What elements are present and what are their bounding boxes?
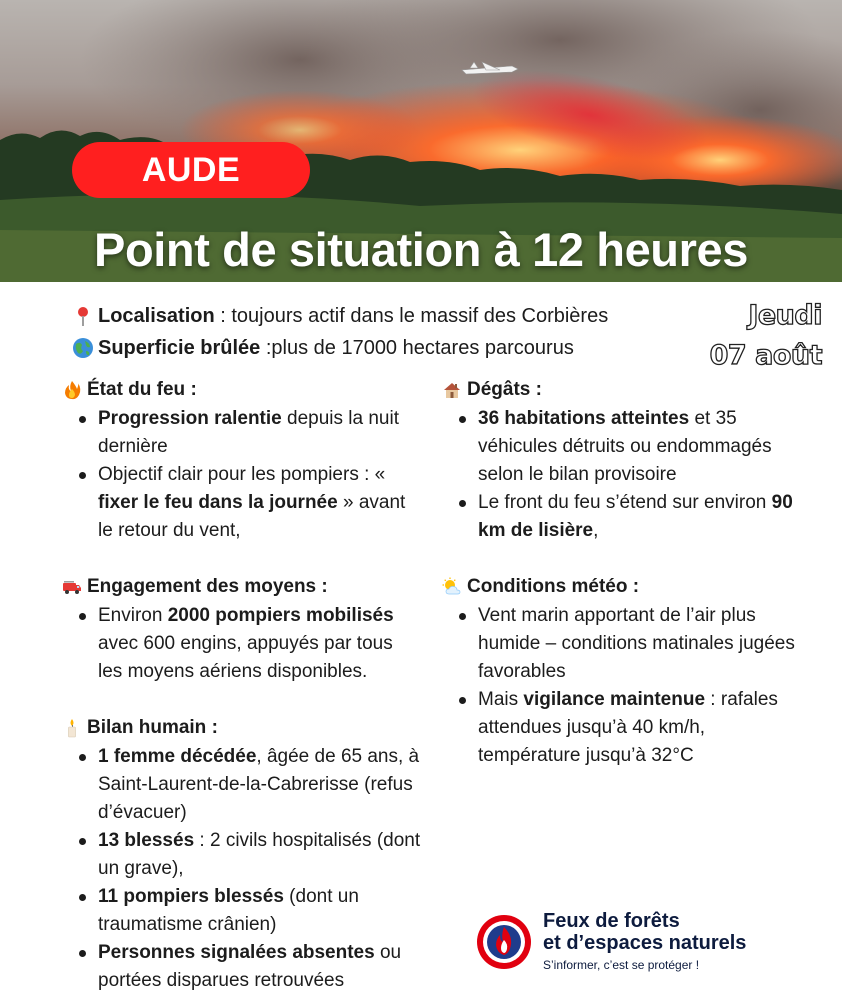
item-bold: 2000 pompiers mobilisés bbox=[167, 605, 394, 626]
section-fire-state-title: État du feu : bbox=[87, 379, 197, 400]
campaign-logo bbox=[475, 910, 746, 974]
list-item bbox=[98, 743, 422, 827]
date-date: 07 août bbox=[709, 340, 822, 371]
item-text: avec 600 engins, appuyés par tous les moyens aériens disponibles. bbox=[98, 633, 393, 682]
pin-icon bbox=[72, 305, 94, 327]
item-bold: vigilance maintenue bbox=[523, 689, 706, 710]
item-text: depuis la nuit dernière bbox=[98, 408, 399, 457]
section-fire-state-heading bbox=[62, 376, 422, 404]
section-damage-heading bbox=[442, 376, 802, 404]
item-text: Environ bbox=[98, 605, 168, 626]
item-bold: 1 femme décédée bbox=[98, 746, 257, 767]
globe-icon bbox=[72, 337, 94, 359]
list-item bbox=[478, 686, 802, 770]
list-item bbox=[98, 602, 422, 686]
section-human-toll bbox=[62, 714, 422, 995]
list-item bbox=[478, 405, 802, 489]
item-text: , bbox=[593, 520, 599, 541]
section-human-toll-title: Bilan humain : bbox=[87, 717, 218, 738]
location-label: Localisation bbox=[98, 305, 215, 327]
location-text: : toujours actif dans le massif des Corbières bbox=[214, 305, 609, 327]
item-bold: Personnes signalées absentes bbox=[98, 942, 375, 963]
top-info bbox=[72, 300, 608, 364]
flame-emblem-icon bbox=[475, 913, 533, 971]
section-weather bbox=[442, 573, 802, 770]
list-item bbox=[478, 489, 802, 545]
item-text: , âgée de 65 ans, à Saint-Laurent-de-la-Cabrerisse (refus d’évacuer) bbox=[98, 746, 420, 823]
list-item bbox=[98, 827, 422, 883]
logo-line-1: Feux de forêts bbox=[543, 910, 680, 932]
area-label: Superficie brûlée bbox=[98, 337, 261, 359]
list-item bbox=[98, 883, 422, 939]
item-bold: 13 blessés bbox=[98, 830, 195, 851]
candle-icon bbox=[62, 718, 82, 738]
item-text: et 35 véhicules détruits ou endommagés selon le bilan provisoire bbox=[478, 408, 772, 485]
sun-behind-cloud-icon bbox=[442, 577, 462, 597]
item-bold: Progression ralentie bbox=[98, 408, 282, 429]
page-title: Point de situation à 12 heures bbox=[94, 223, 748, 276]
left-column bbox=[62, 376, 422, 1000]
section-fire-state bbox=[62, 376, 422, 545]
item-text: ou portées disparues retrouvées bbox=[98, 942, 402, 991]
date-day: Jeudi bbox=[748, 300, 822, 331]
fire-truck-icon bbox=[62, 577, 82, 597]
region-badge-label: AUDE bbox=[141, 150, 241, 189]
area-line bbox=[72, 332, 608, 364]
list-item bbox=[98, 939, 422, 995]
section-damage-title: Dégâts : bbox=[467, 379, 542, 400]
list-item bbox=[478, 602, 802, 686]
item-bold: fixer le feu dans la journée bbox=[98, 492, 338, 513]
area-text: :plus de 17000 hectares parcourus bbox=[260, 337, 574, 359]
item-text: (dont un traumatisme crânien) bbox=[98, 886, 359, 935]
right-column bbox=[442, 376, 802, 798]
section-damage bbox=[442, 376, 802, 545]
logo-text bbox=[543, 910, 746, 974]
item-bold: 90 km de lisière bbox=[478, 492, 793, 541]
item-bold: 36 habitations atteintes bbox=[478, 408, 690, 429]
section-weather-heading bbox=[442, 573, 802, 601]
item-bold: 11 pompiers blessés bbox=[98, 886, 284, 907]
house-icon bbox=[442, 380, 462, 400]
region-badge bbox=[72, 142, 310, 198]
item-text: Objectif clair pour les pompiers : « bbox=[98, 464, 386, 485]
logo-tagline: S’informer, c’est se protéger ! bbox=[543, 958, 700, 972]
list-item bbox=[98, 461, 422, 545]
section-human-toll-heading bbox=[62, 714, 422, 742]
item-text: : 2 civils hospitalisés (dont un grave), bbox=[98, 830, 421, 879]
fire-icon bbox=[62, 380, 82, 400]
hero-banner bbox=[0, 0, 842, 282]
item-text: Mais bbox=[478, 689, 524, 710]
list-item bbox=[98, 405, 422, 461]
section-weather-title: Conditions météo : bbox=[467, 576, 640, 597]
section-resources-heading bbox=[62, 573, 422, 601]
item-text: Vent marin apportant de l’air plus humide – conditions matinales jugées favorables bbox=[478, 605, 795, 682]
item-text: : rafales attendues jusqu’à 40 km/h, température jusqu’à 32°C bbox=[478, 689, 778, 766]
item-text: Le front du feu s’étend sur environ bbox=[478, 492, 772, 513]
location-line bbox=[72, 300, 608, 332]
item-text: » avant le retour du vent, bbox=[98, 492, 406, 541]
section-resources-title: Engagement des moyens : bbox=[87, 576, 328, 597]
date-stamp bbox=[710, 296, 822, 376]
section-resources bbox=[62, 573, 422, 686]
logo-line-2: et d’espaces naturels bbox=[543, 932, 747, 954]
